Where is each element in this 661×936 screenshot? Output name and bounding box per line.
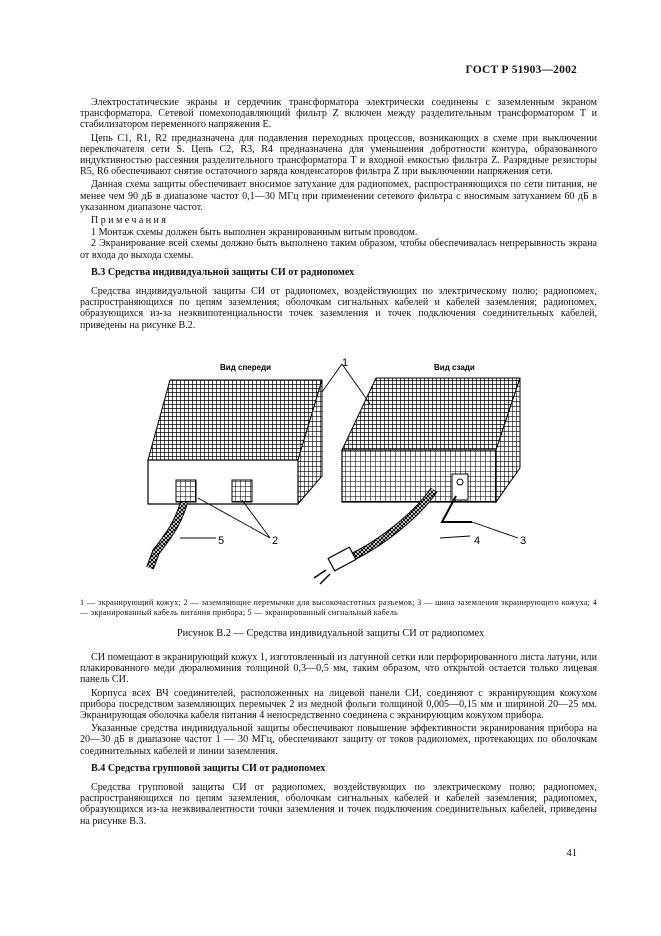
figure-caption: Рисунок В.2 — Средства индивидуальной защиты СИ от радиопомех (176, 628, 485, 639)
note-item: 2 Экранирование всей схемы должно быть выполнено таким образом, чтобы обеспечивалась непрерывность экрана от входа до выхода схемы. (80, 238, 597, 261)
note-item: 1 Монтаж схемы должен быть выполнен экранированным витым проводом. (91, 227, 418, 239)
label-2: 2 (272, 535, 279, 547)
paragraph: СИ помещают в экранирующий кожух 1, изготовленный из латунной сетки или перфорированного листа латуни, или плакированного меди дюралюминия толщиной 0,3—0,5 мм, таким образом, что открытой остается только лицевая панель СИ. (80, 652, 597, 686)
paragraph: Цепь C1, R1, R2 предназначена для подавления переходных процессов, возникающих в схеме при выключении переключателя сети S. Цепь C2, R3, R4 предназначена для уменьшения добротности контура, образованного индуктивностью рассеяния разделительного трансформатора T и входной емкостью фильтра Z. Разрядные резисторы R5, R6 обеспечивают снятие остаточного заряда конденсаторов фильтра Z при выключении напряжения сети. (80, 132, 597, 178)
page-number: 41 (566, 848, 577, 859)
text-block-top (80, 97, 597, 333)
standard-header: ГОСТ Р 51903—2002 (465, 64, 577, 76)
view-back-label: Вид сзади (434, 363, 475, 372)
label-5: 5 (218, 535, 225, 547)
paragraph: Средства индивидуальной защиты СИ от радиопомех, воздействующих по электрическому полю; радиопомех, распространяющихся по цепям заземления; оболочкам сигнальных кабелей и кабелей заземления; радиопомех, образующихся из-за неэквипотенциальности точек заземления и точек подключения соединительных кабелей, приведены на рисунке В.2. (80, 286, 597, 331)
label-1: 1 (342, 357, 349, 369)
section-heading: В.4 Средства групповой защиты СИ от радиопомех (91, 762, 326, 774)
figure-b2 (80, 356, 597, 586)
label-4: 4 (474, 535, 481, 547)
text-block-bottom (80, 652, 597, 829)
paragraph: Корпуса всех ВЧ соединителей, расположенных на лицевой панели СИ, соединяют с экранирующим кожухом прибора посредством заземляющих перемычек 2 из медной фольги толщиной 0,005—0,15 мм и шириной 20—25 мм. Экранирующая оболочка кабеля питания 4 непосредственно соединена с экранирующим кожухом прибора. (80, 687, 597, 722)
label-3: 3 (520, 535, 527, 547)
paragraph: Указанные средства индивидуальной защиты обеспечивают повышение эффективности экранирования прибора на 20—30 дБ в диапазоне частот 1 — 30 МГц, обеспечивают защиту от токов радиопомех, протекающих по оболочкам соединительных кабелей и линии заземления. (80, 723, 597, 757)
notes-title: Примечания (91, 215, 169, 227)
section-heading: В.3 Средства индивидуальной защиты СИ от радиопомех (91, 266, 355, 278)
power-plug (314, 547, 356, 584)
shield-box-front-view (148, 380, 322, 504)
shield-box-back-view (342, 378, 520, 502)
figure-legend: 1 — экранирующий кожух; 2 — заземляющие перемычки для высокочастотных разъемов; 3 — шина заземления экранирующего кожуха; 4 — экранированный кабель питания прибора; 5 — экранированный сигнальный кабель (80, 598, 597, 617)
paragraph: Электростатические экраны и сердечник трансформатора электрически соединены с заземленным экраном трансформатора. Сетевой помехоподавляющий фильтр Z включен между разделительным трансформатором T и стабилизатором переменного напряжения E. (80, 97, 597, 131)
view-front-label: Вид спереди (220, 363, 272, 372)
paragraph: Данная схема защиты обеспечивает вносимое затухание для радиопомех, распространяющихся по сети питания, не менее чем 90 дБ в диапазоне частот 0,1—30 МГц при применении сетевого фильтра с вносимым затуханием 60 дБ в указанном диапазоне частот. (80, 179, 597, 213)
paragraph: Средства групповой защиты СИ от радиопомех, воздействующих по электрическому полю; радиопомех, распространяющихся по цепям заземления, оболочкам сигнальных кабелей и кабелей заземления; радиопомех, образующихся из-за неэквивалентности точки заземления и точек подключения соединительных кабелей, приведены на рисунке В.3. (80, 782, 597, 827)
